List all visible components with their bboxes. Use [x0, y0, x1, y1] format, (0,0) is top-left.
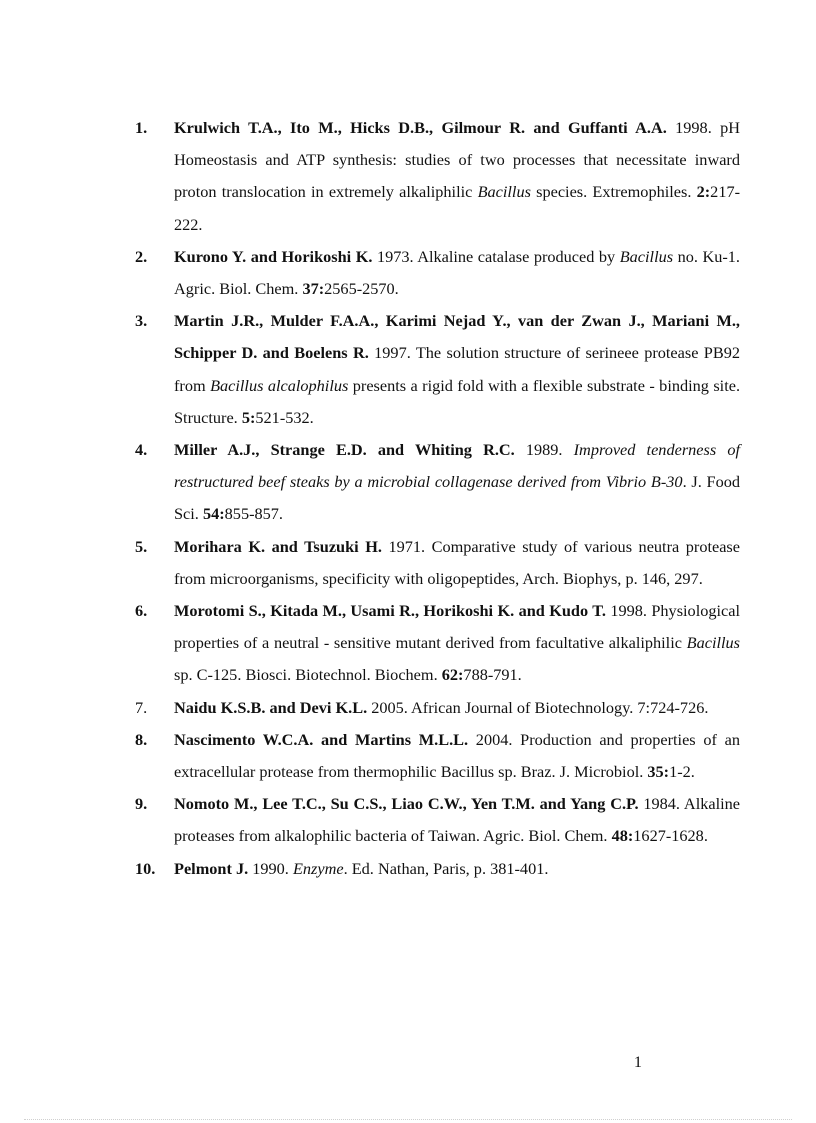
reference-text: 1997. The solution structure of serineee protease PB92 from — [174, 343, 740, 395]
reference-text: 1989. — [514, 440, 574, 460]
reference-item-10 — [132, 853, 740, 885]
reference-volume: 54: — [202, 504, 225, 524]
page-bottom-divider — [24, 1119, 792, 1120]
reference-number: 4. — [135, 440, 148, 460]
reference-volume: 5: — [241, 407, 256, 427]
reference-number: 7. — [135, 697, 148, 717]
reference-volume: 37: — [302, 279, 325, 299]
reference-item-4 — [132, 434, 740, 531]
reference-text: 1998. pH Homeostasis and ATP synthesis: studies of two processes that necessitate inward proton translocation in extremely alkaliphilic — [174, 118, 740, 202]
reference-authors: Krulwich T.A., Ito M., Hicks D.B., Gilmour R. and Guffanti A.A. — [174, 118, 667, 137]
reference-volume: 62: — [441, 665, 464, 685]
reference-text: 1984. Alkaline proteases from alkalophilic bacteria of Taiwan. Agric. Biol. Chem. — [174, 794, 740, 846]
reference-text: presents a rigid fold with a flexible substrate - binding site. Structure. — [174, 375, 741, 427]
reference-pages: 1627-1628. — [633, 826, 708, 846]
reference-pages: 217-222. — [174, 182, 741, 234]
reference-authors: Morotomi S., Kitada M., Usami R., Horikoshi K. and Kudo T. — [174, 601, 606, 621]
reference-authors: Miller A.J., Strange E.D. and Whiting R.C. — [174, 440, 515, 460]
reference-text: sp. C-125. Biosci. Biotechnol. Biochem. — [174, 665, 442, 685]
reference-pages: 855-857. — [224, 504, 283, 524]
reference-volume: 48: — [611, 826, 634, 846]
reference-item-7 — [132, 692, 740, 724]
reference-item-2 — [132, 241, 740, 305]
reference-italic-text: Bacillus alcalophilus — [210, 375, 349, 395]
reference-text: 2004. Production and properties of an extracellular protease from thermophilic Bacillus sp. Braz. J. Microbiol. — [174, 729, 741, 782]
reference-pages: 2565-2570. — [324, 279, 399, 299]
reference-authors: Nomoto M., Lee T.C., Su C.S., Liao C.W., Yen T.M. and Yang C.P. — [174, 794, 639, 814]
reference-authors: Pelmont J. — [174, 858, 249, 878]
reference-number: 3. — [135, 311, 148, 331]
reference-italic-text: Bacillus — [686, 633, 740, 653]
reference-authors: Naidu K.S.B. and Devi K.L. — [174, 697, 368, 717]
reference-item-6 — [132, 595, 740, 692]
reference-number: 2. — [135, 246, 148, 266]
reference-number: 6. — [135, 601, 148, 621]
reference-authors: Kurono Y. and Horikoshi K. — [174, 246, 373, 266]
reference-text: species. Extremophiles. — [530, 182, 697, 202]
reference-italic-text: Improved tenderness of restructured beef steaks by a microbial collagenase derived from Vibrio B-30 — [174, 440, 740, 492]
reference-text: 2005. African Journal of Biotechnology. 7:724-726. — [367, 697, 709, 717]
reference-text: 1990. — [248, 858, 293, 878]
reference-number: 5. — [135, 536, 148, 556]
reference-list — [132, 112, 740, 885]
reference-authors: Morihara K. and Tsuzuki H. — [174, 536, 382, 556]
reference-italic-text: Bacillus — [619, 246, 674, 266]
reference-text: 1973. Alkaline catalase produced by — [372, 246, 620, 266]
reference-pages: 1-2. — [669, 762, 695, 782]
reference-item-8 — [132, 724, 740, 788]
reference-number: 8. — [135, 729, 148, 749]
reference-item-1 — [132, 112, 740, 241]
reference-item-9 — [132, 788, 740, 852]
reference-italic-text: Bacillus — [477, 182, 531, 202]
reference-text: no. Ku-1. Agric. Biol. Chem. — [174, 246, 740, 299]
reference-volume: 2: — [696, 182, 711, 202]
reference-pages: 788-791. — [463, 665, 522, 685]
page-number: 1 — [633, 1052, 643, 1071]
reference-text: . Ed. Nathan, Paris, p. 381-401. — [343, 858, 549, 878]
reference-number: 9. — [135, 794, 148, 814]
reference-text: . J. Food Sci. — [174, 472, 740, 524]
reference-number: 1. — [135, 118, 148, 137]
reference-italic-text: Enzyme — [292, 858, 344, 878]
reference-text: 1971. Comparative study of various neutra protease from microorganisms, specificity with oligopeptides, Arch. Biophys, p. 146, 297. — [174, 536, 740, 588]
reference-volume: 35: — [647, 762, 670, 782]
reference-authors: Martin J.R., Mulder F.A.A., Karimi Nejad Y., van der Zwan J., Mariani M., Schipper D. and Boelens R. — [174, 311, 740, 363]
reference-item-3 — [132, 305, 740, 434]
reference-authors: Nascimento W.C.A. and Martins M.L.L. — [174, 729, 469, 749]
reference-item-5 — [132, 531, 740, 595]
reference-pages: 521-532. — [255, 407, 314, 427]
reference-text: 1998. Physiological properties of a neutral - sensitive mutant derived from facultative alkaliphilic — [174, 601, 740, 653]
reference-number: 10. — [135, 858, 156, 878]
